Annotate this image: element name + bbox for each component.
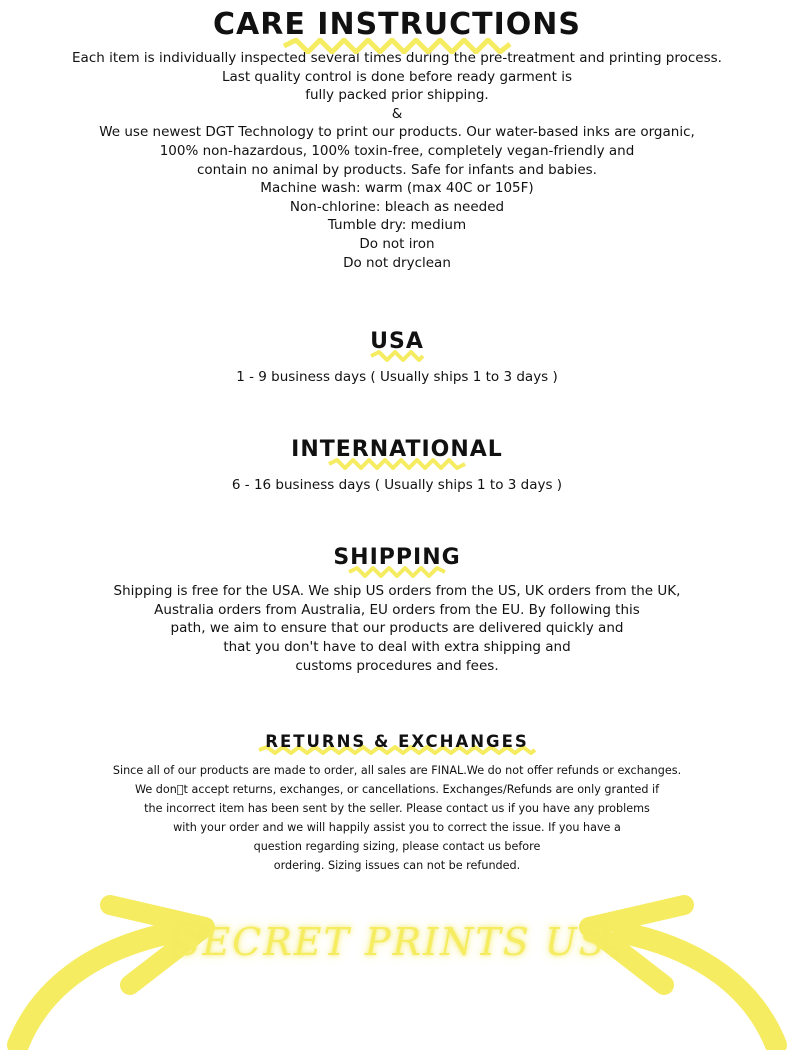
care-line: & [391,105,403,122]
international-title-text: INTERNATIONAL [291,437,503,462]
care-section [0,8,794,272]
returns-line: ordering. Sizing issues can not be refunded. [273,859,521,873]
usa-section [0,330,794,387]
returns-title-text: RETURNS & EXCHANGES [265,732,529,751]
care-line: Non-chlorine: bleach as needed [289,198,505,215]
brand-name: SECRET PRINTS US. [174,920,620,964]
care-line: Do not dryclean [343,254,451,271]
shipping-section [0,546,794,675]
shipping-title [333,546,460,570]
care-line: Each item is individually inspected several times during the pre-treatment and printing process. [72,50,722,66]
care-title [213,8,581,41]
returns-section [0,732,794,875]
footer-arrows [0,895,794,1050]
care-line: Do not iron [359,235,435,252]
returns-line: with your order and we will happily assist you to correct the issue. If you have a [173,821,621,835]
care-body [0,49,794,272]
shipping-line: customs procedures and fees. [295,657,499,674]
care-line: Tumble dry: medium [327,217,467,234]
international-delivery-text: 6 - 16 business days ( Usually ships 1 to 3 days ) [231,477,563,494]
care-line: Last quality control is done before ready garment is [222,68,572,85]
care-line: contain no animal by products. Safe for infants and babies. [197,161,597,178]
care-line: Machine wash: warm (max 40C or 105F) [260,180,534,197]
shipping-line: that you don't have to deal with extra shipping and [223,638,571,655]
usa-delivery-text: 1 - 9 business days ( Usually ships 1 to 3 days ) [236,369,558,386]
returns-line: We don t accept returns, exchanges, or cancellations. Exchanges/Refunds are only granted if [134,783,660,797]
usa-title-text: USA [370,329,424,354]
returns-line: question regarding sizing, please contact us before [253,840,541,854]
shipping-line: path, we aim to ensure that our products are delivered quickly and [170,620,624,637]
shipping-title-text: SHIPPING [333,545,461,570]
care-line: 100% non-hazardous, 100% toxin-free, completely vegan-friendly and [159,142,635,159]
returns-line: the incorrect item has been sent by the seller. Please contact us if you have any problems [144,802,650,816]
returns-line: Since all of our products are made to order, all sales are FINAL.We do not offer refunds or exchanges. [112,764,682,778]
care-line: fully packed prior shipping. [305,87,489,104]
shipping-line: Australia orders from Australia, EU orders from the EU. By following this [154,601,640,618]
usa-title [370,330,424,354]
shipping-line: Shipping is free for the USA. We ship US orders from the US, UK orders from the UK, [113,583,681,600]
returns-title [265,733,529,751]
care-line: We use newest DGT Technology to print our products. Our water-based inks are organic, [99,124,695,141]
international-section [0,438,794,495]
international-title [291,438,503,462]
care-title-text: CARE INSTRUCTIONS [213,7,581,42]
